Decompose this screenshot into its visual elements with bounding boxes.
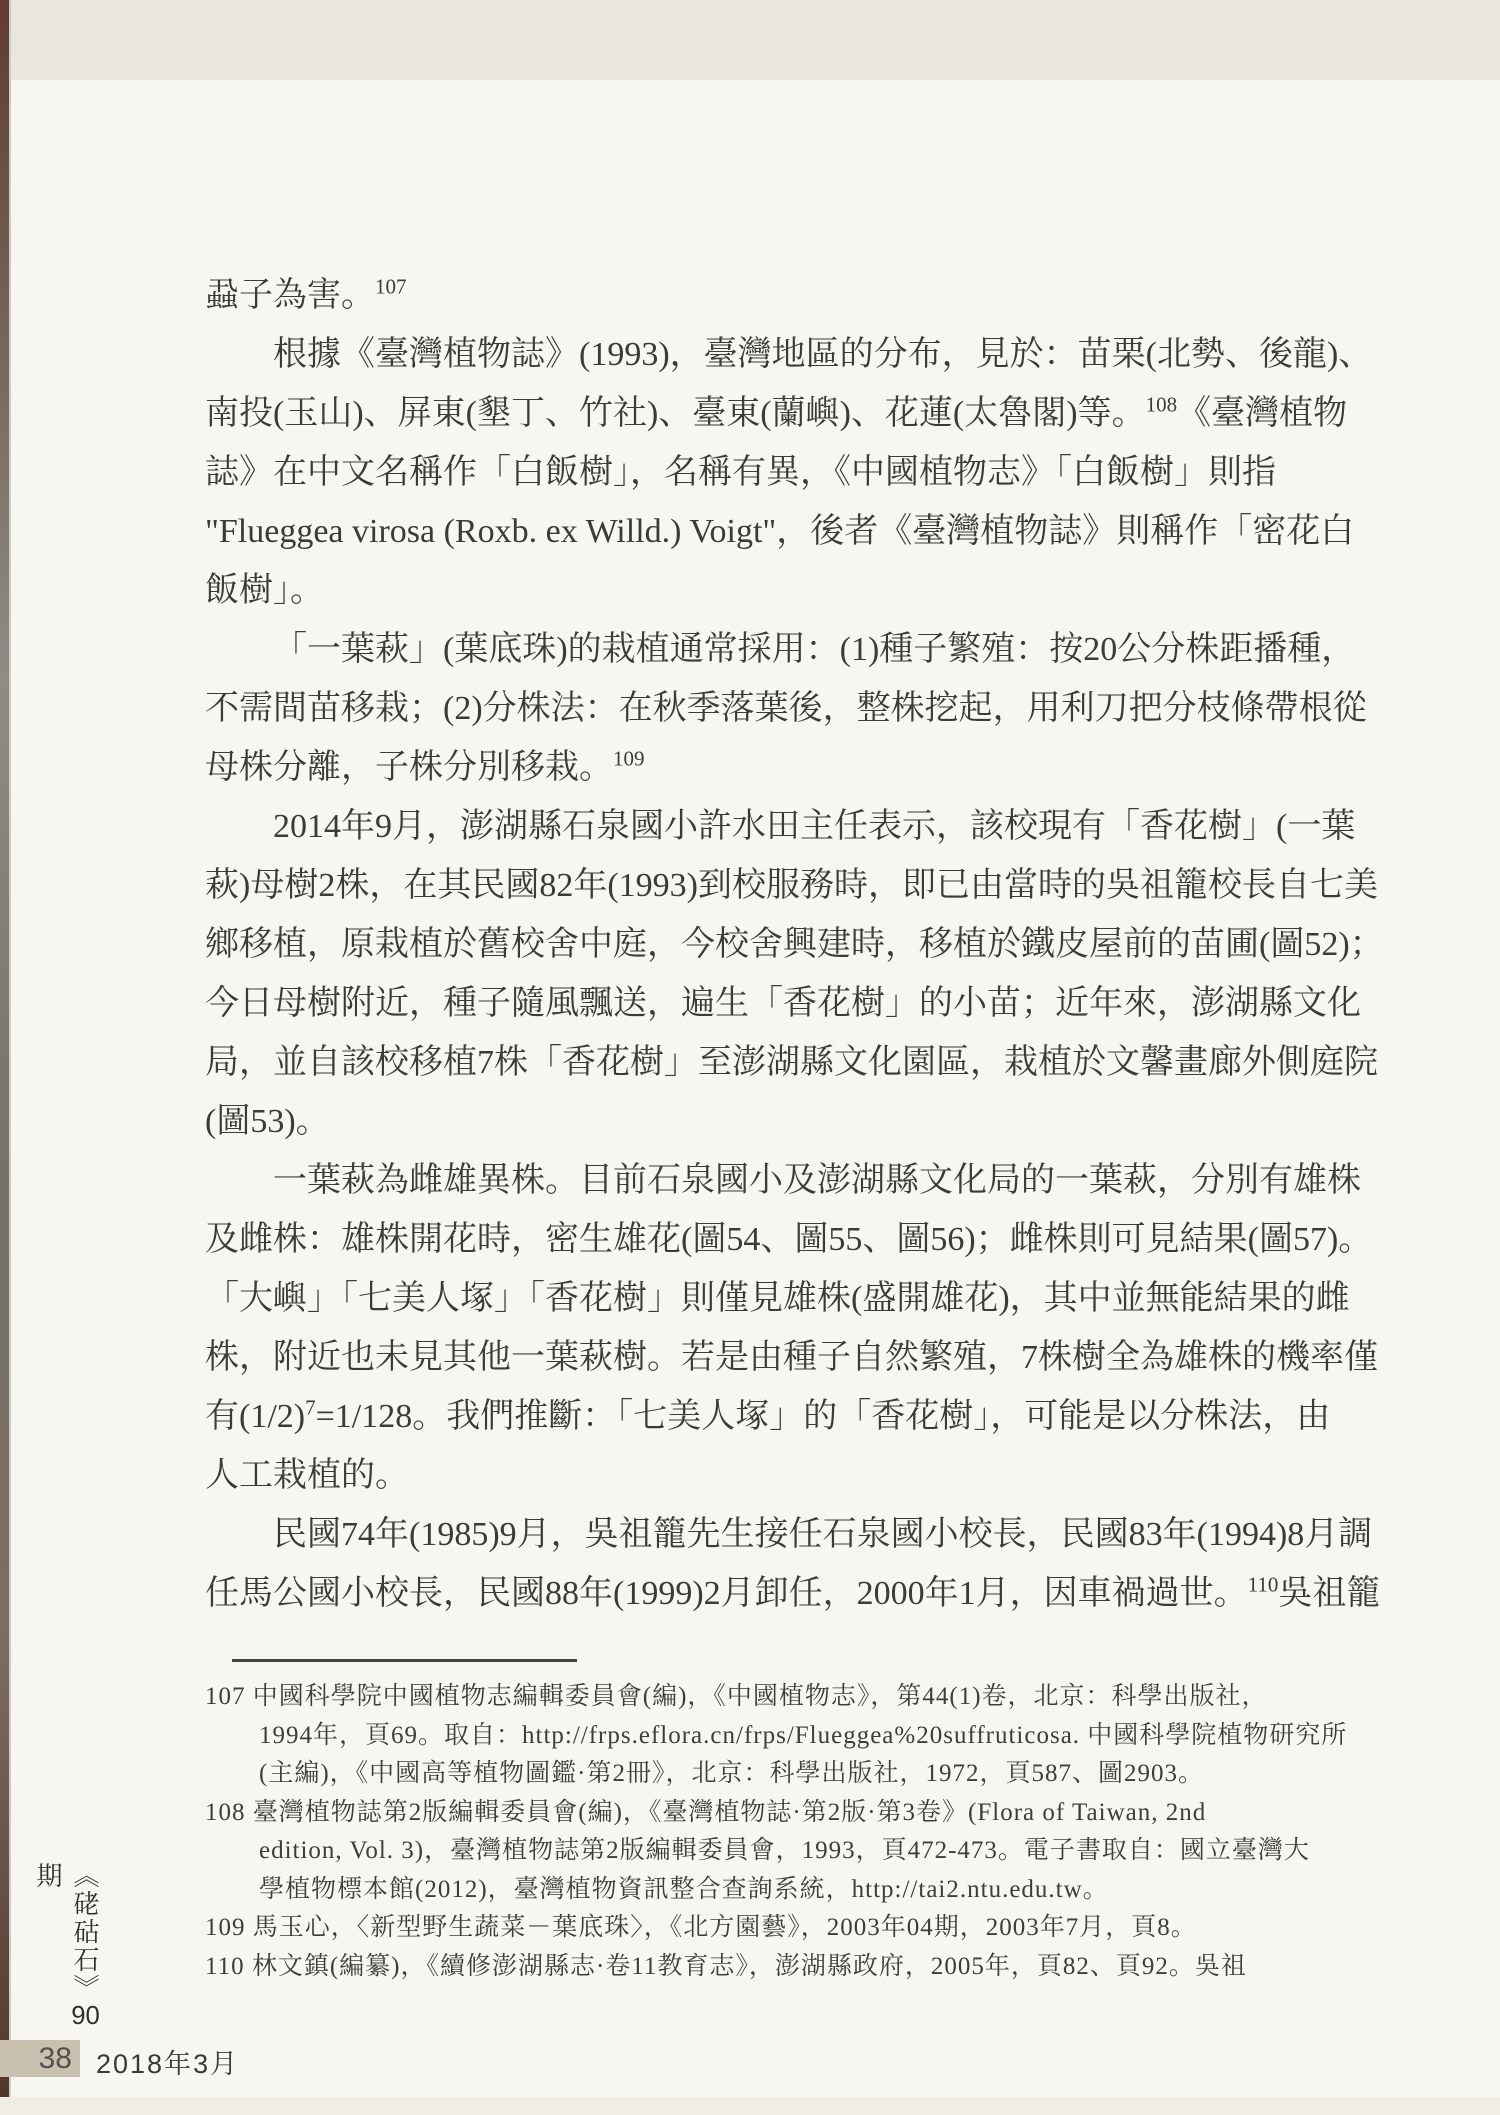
journal-issue-suffix: 期 — [33, 1862, 63, 1890]
footnote-line: 108 臺灣植物誌第2版編輯委員會(編)，《臺灣植物誌·第2版·第3卷》(Flora of Taiwan, 2nd — [205, 1798, 1207, 1826]
journal-title-text: 《硓𥑮石》 — [70, 1862, 100, 2002]
body-text-line: 及雌株：雄株開花時，密生雄花(圖54、圖55、圖56)；雌株則可見結果(圖57)。 — [205, 1221, 1373, 1258]
body-text-line: 「大嶼」「七美人塚」「香花樹」則僅見雄株(盛開雄花)，其中並無能結果的雌 — [205, 1280, 1350, 1317]
body-text-line: 民國74年(1985)9月，吳祖籠先生接任石泉國小校長，民國83年(1994)8月調 — [273, 1516, 1373, 1553]
footnote-reference-superscript: 108 — [1145, 392, 1178, 417]
body-text-line: 人工栽植的。 — [205, 1457, 409, 1494]
body-text-line: 今日母樹附近，種子隨風飄送，遍生「香花樹」的小苗；近年來，澎湖縣文化 — [205, 985, 1361, 1022]
body-text-line: 蝨子為害。$^{107}$ — [205, 274, 407, 314]
page-top-scan-band — [0, 0, 1500, 80]
journal-vertical-title — [30, 1862, 104, 2052]
body-text-line: 任馬公國小校長，民國88年(1999)2月卸任，2000年1月，因車禍過世。$^{110}$吳祖籠 — [205, 1572, 1381, 1612]
body-text-line: 萩)母樹2株，在其民國82年(1993)到校服務時，即已由當時的吳祖籠校長自七美 — [205, 867, 1378, 904]
body-text-line: 2014年9月，澎湖縣石泉國小許水田主任表示，該校現有「香花樹」(一葉 — [273, 808, 1356, 845]
issue-date: 2018年3月 — [96, 2049, 240, 2079]
body-text-line: 飯樹」。 — [205, 572, 324, 609]
body-text-line: 「一葉萩」(葉底珠)的栽植通常採用：(1)種子繁殖：按20公分株距播種， — [273, 631, 1356, 668]
body-text-line: 鄉移植，原栽植於舊校舍中庭，今校舍興建時，移植於鐵皮屋前的苗圃(圖52)； — [205, 926, 1384, 963]
body-text-line: 株，附近也未見其他一葉萩樹。若是由種子自然繁殖，7株樹全為雄株的機率僅 — [205, 1339, 1378, 1376]
footnote-line: 109 馬玉心，〈新型野生蔬菜－葉底珠〉，《北方園藝》，2003年04期，2003年7月，頁8。 — [205, 1914, 1197, 1941]
footnote-line: 107 中國科學院中國植物志編輯委員會(編)，《中國植物志》，第44(1)卷，北京：科學出版社， — [205, 1683, 1268, 1710]
footnote-reference-superscript: 109 — [613, 746, 645, 771]
body-text-line: 有$(1/2)^7=1/128$。我們推斷：「七美人塚」的「香花樹」，可能是以分株法，由 — [205, 1395, 1331, 1435]
footnote-line: 110 林文鎮(編纂)，《續修澎湖縣志·卷11教育志》，澎湖縣政府，2005年，頁82、頁92。吳祖 — [205, 1952, 1247, 1980]
page-number: 38 — [38, 2041, 72, 2075]
journal-issue-number: 90 — [71, 2002, 100, 2028]
body-text-line: 根據《臺灣植物誌》(1993)，臺灣地區的分布，見於：苗栗(北勢、後龍)、 — [273, 336, 1373, 373]
body-text-line: (圖53)。 — [205, 1103, 330, 1140]
footnote-separator-rule — [232, 1659, 577, 1662]
footnote-line: edition, Vol. 3)，臺灣植物誌第2版編輯委員會，1993，頁472-473。電子書取自：國立臺灣大 — [259, 1837, 1310, 1864]
body-text-block — [205, 266, 1384, 1623]
footnote-reference-superscript: 107 — [375, 274, 407, 299]
body-text-line: 一葉萩為雌雄異株。目前石泉國小及澎湖縣文化局的一葉萩，分別有雄株 — [273, 1162, 1361, 1199]
page-bottom-scan-band — [0, 2097, 1500, 2115]
body-text-line: 南投(玉山)、屏東(墾丁、竹社)、臺東(蘭嶼)、花蓮(太魯閣)等。$^{108}$《臺灣植物 — [205, 392, 1348, 432]
page-number-badge — [0, 2040, 80, 2077]
footnote-line: 1994年，頁69。取自：http://frps.eflora.cn/frps/Flueggea%20suffruticosa. 中國科學院植物研究所 — [259, 1721, 1348, 1749]
footnote-line: 學植物標本館(2012)，臺灣植物資訊整合查詢系統，http://tai2.ntu.edu.tw。 — [259, 1875, 1109, 1903]
body-text-line: 誌》在中文名稱作「白飯樹」，名稱有異，《中國植物志》「白飯樹」則指 — [205, 454, 1276, 491]
body-text-line: 不需間苗移栽；(2)分株法：在秋季落葉後，整株挖起，用利刀把分枝條帶根從 — [205, 690, 1367, 727]
body-text-line: "Flueggea virosa (Roxb. ex Willd.) Voigt"，後者《臺灣植物誌》則稱作「密花白 — [205, 513, 1355, 550]
footnote-reference-superscript: 110 — [1247, 1572, 1279, 1597]
footnote-line: (主編)，《中國高等植物圖鑑·第2冊》，北京：科學出版社，1972，頁587、圖2903。 — [259, 1760, 1204, 1787]
body-text-line: 母株分離，子株分別移栽。$^{109}$ — [205, 746, 645, 786]
book-spine-highlight — [9, 0, 11, 2115]
book-spine-edge — [0, 0, 9, 2115]
footnote-reference-superscript: 7 — [305, 1395, 316, 1420]
footnotes-block — [205, 1678, 1350, 1986]
body-text-line: 局，並自該校移植7株「香花樹」至澎湖縣文化園區，栽植於文馨畫廊外側庭院 — [205, 1044, 1378, 1081]
